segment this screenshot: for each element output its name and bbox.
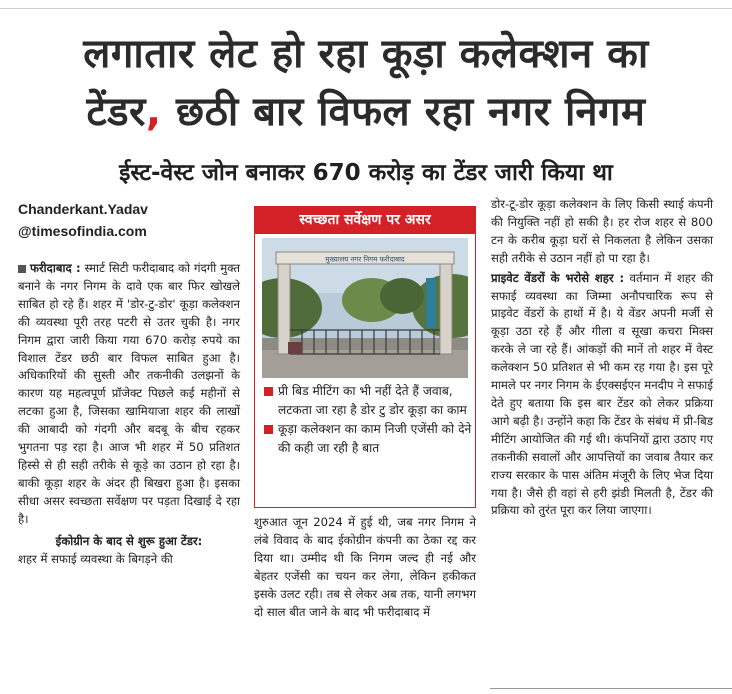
sidebar-bullet-2 (262, 420, 472, 458)
headline-comma: , (145, 89, 162, 135)
sidebar-bullets (262, 382, 472, 458)
bottom-rule (490, 688, 732, 689)
article-column-2 (254, 514, 476, 621)
col2-body: शुरुआत जून 2024 में हुई थी, जब नगर निगम ने लंबे विवाद के बाद ईकोग्रीन कंपनी का ठेका रद्द कर दिया था। उम्मीद थी कि निगम जल्द ही नई और बेहतर एजेंसी का चयन कर लेगा, लेकिन हकीकत इसके उलट रही। तब से लेकर अब तक, यानी लगभग दो साल बीत जाने के बाद भी फरीदाबाद में (254, 515, 476, 619)
col1-body-2: शहर में सफाई व्यवस्था के बिगड़ने की (18, 551, 173, 566)
col1-paragraph-1 (18, 260, 240, 529)
headline-line-1: लगातार लेट हो रहा कूड़ा कलेक्शन का (83, 31, 649, 77)
sidebar-box-header: स्वच्छता सर्वेक्षण पर असर (254, 206, 476, 234)
gate-photo-illustration (262, 238, 468, 378)
red-square-bullet-icon (264, 387, 273, 396)
square-bullet-icon (18, 265, 26, 273)
headline-line-2 (0, 88, 732, 136)
headline-line-2-a: टेंडर (86, 89, 146, 135)
col3-subhead: प्राइवेट वेंडरों के भरोसे शहर : (491, 270, 625, 285)
dateline: फरीदाबाद : (30, 261, 81, 275)
sidebar-bullet-1-text: प्री बिड मीटिंग का भी नहीं देते हैं जवाब, लटकता जा रहा है डोर टु डोर कूड़ा का काम (278, 384, 467, 417)
gate-sign-text: मुख्यालय नगर निगम फरीदाबाद (325, 255, 405, 264)
byline (18, 198, 238, 242)
article-column-1 (18, 260, 240, 568)
col3-body-1: डोर-टू-डोर कूड़ा कलेक्शन के लिए किसी स्थाई कंपनी की नियुक्ति नहीं हो सकी है। हर रोज शहर से 800 टन के करीब कूड़ा घरों से निकलता है लेकिन उसका सही तरीके से उठान नहीं हो पा रहा है। (491, 197, 713, 265)
sidebar-bullet-1 (262, 382, 472, 420)
byline-name: Chanderkant.Yadav (18, 201, 148, 217)
col3-paragraph-2 (491, 270, 713, 521)
subheadline: ईस्ट-वेस्ट जोन बनाकर 670 करोड़ का टेंडर जारी किया था (119, 160, 613, 186)
headline-line-2-b: छठी बार विफल रहा नगर निगम (161, 89, 646, 135)
top-rule (0, 8, 732, 9)
red-square-bullet-icon (264, 425, 273, 434)
article-column-3 (491, 196, 713, 520)
municipal-gate-photo (262, 238, 468, 378)
sidebar-bullet-2-text: कूड़ा कलेक्शन का काम निजी एजेंसी को देने की कही जा रही है बात (278, 422, 472, 455)
col1-body-1: स्मार्ट सिटी फरीदाबाद को गंदगी मुक्त बनाने के नगर निगम के दावे एक बार फिर खोखले साबित हो रहे हैं। शहर में 'डोर-टु-डोर' कूड़ा कलेक्शन की व्यवस्था पूरी तरह पटरी से उतर चुकी है। नगर निगम द्वारा जारी किया गया 670 करोड़ रुपये का विशाल टेंडर छठी बार विफल साबित हुआ है। अधिकारियों की सुस्ती और तकनीकी उलझनों के कारण यह महत्वपूर्ण प्रॉजेक्ट पिछले कई महीनों से लटका हुआ है, जिसका खामियाजा शहर की लाखों की आबादी को गंदगी और बदबू के बीच रहकर भुगतना पड़ रहा है। आज भी शहर में 50 प्रतिशत हिस्से से ही सही तरीके से कूड़े का उठान हो रहा है। बाकी कूड़ा शहर के अंदर ही बिखरा हुआ है। इसका सीधा असर स्वच्छता सर्वेक्षण पर पड़ता दिखाई दे रहा है। (18, 261, 241, 526)
byline-handle: @timesofindia.com (18, 223, 147, 239)
col1-subhead: ईकोग्रीन के बाद से शुरू हुआ टेंडर: (55, 533, 203, 548)
col3-body-2: वर्तमान में शहर की सफाई व्यवस्था का जिम्मा अनौपचारिक रूप से प्राइवेट वेंडरों के हाथों में है। ये वेंडर अपनी मर्जी से कूड़ा उठा रहे हैं और गीला व सूखा कचरा मिक्स करके ले जा रहे हैं। आंकड़ों की मानें तो शहर में वेस्ट कलेक्शन 50 प्रतिशत से भी कम रह गया है। इस पूरे मामले पर नगर निगम के ईएक्सईएन मनदीप ने सफाई देते हुए बताया कि इस बार टेंडर को लेकर प्रक्रिया आगे बढ़ी है। उन्होंने कहा कि टेंडर के संबंध में प्री-बिड मीटिंग आयोजित की गई थी। कंपनियों द्वारा उठाए गए तकनीकी सवालों और आपत्तियों का जवाब तैयार कर राज्य सरकार के पास अंतिम मंजूरी के लिए भेज दिया गया है। जैसे ही वहां से हरी झंडी मिलती है, टेंडर की प्रक्रिया को तुरंत पूरा कर लिया जाएगा। (491, 270, 713, 518)
